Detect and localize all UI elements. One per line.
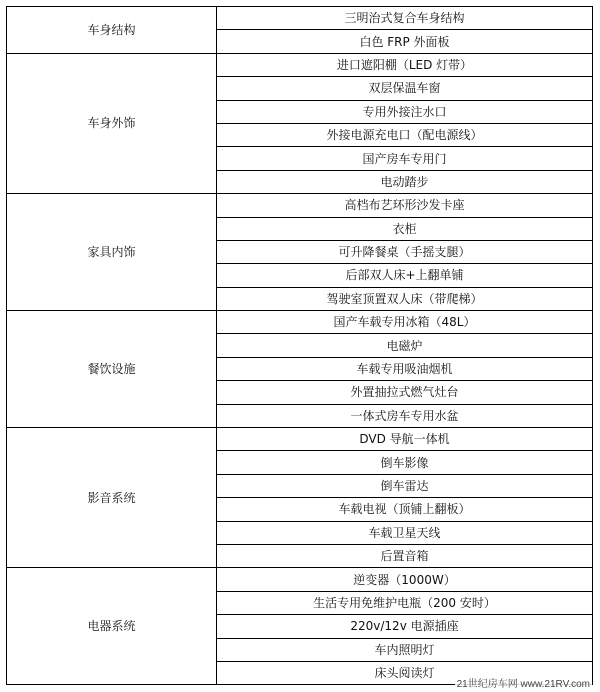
item-cell: 车载卫星天线: [217, 521, 593, 544]
category-cell: 车身结构: [7, 7, 217, 54]
item-cell: 可升降餐桌（手摇支腿）: [217, 240, 593, 263]
item-cell: 电动踏步: [217, 170, 593, 193]
item-cell: 车内照明灯: [217, 638, 593, 661]
category-cell: 电器系统: [7, 568, 217, 685]
item-cell: 生活专用免维护电瓶（200 安时）: [217, 591, 593, 614]
spec-table-body: [7, 7, 593, 685]
item-cell: 国产车载专用冰箱（48L）: [217, 311, 593, 334]
item-cell: 专用外接注水口: [217, 100, 593, 123]
category-cell: 餐饮设施: [7, 311, 217, 428]
item-cell: 外置抽拉式燃气灶台: [217, 381, 593, 404]
table-row: [7, 53, 593, 76]
item-cell: 国产房车专用门: [217, 147, 593, 170]
item-cell: 后置音箱: [217, 544, 593, 567]
item-cell: 一体式房车专用水盆: [217, 404, 593, 427]
table-row: [7, 428, 593, 451]
item-cell: 后部双人床+上翻单铺: [217, 264, 593, 287]
item-cell: 电磁炉: [217, 334, 593, 357]
item-cell: 车载电视（顶铺上翻板）: [217, 498, 593, 521]
item-cell: 床头阅读灯: [217, 661, 593, 684]
spec-table: [6, 6, 593, 685]
item-cell: 进口遮阳棚（LED 灯带）: [217, 53, 593, 76]
item-cell: 白色 FRP 外面板: [217, 30, 593, 53]
table-row: [7, 7, 593, 30]
category-cell: 影音系统: [7, 428, 217, 568]
table-row: [7, 311, 593, 334]
item-cell: 三明治式复合车身结构: [217, 7, 593, 30]
item-cell: 衣柜: [217, 217, 593, 240]
item-cell: 外接电源充电口（配电源线）: [217, 123, 593, 146]
item-cell: 逆变器（1000W）: [217, 568, 593, 591]
table-row: [7, 194, 593, 217]
category-cell: 车身外饰: [7, 53, 217, 193]
table-row: [7, 568, 593, 591]
item-cell: 双层保温车窗: [217, 77, 593, 100]
item-cell: DVD 导航一体机: [217, 428, 593, 451]
item-cell: 倒车雷达: [217, 474, 593, 497]
item-cell: 220v/12v 电源插座: [217, 615, 593, 638]
item-cell: 驾驶室顶置双人床（带爬梯）: [217, 287, 593, 310]
item-cell: 车载专用吸油烟机: [217, 357, 593, 380]
watermark: 21世纪房车网 www.21RV.com: [455, 675, 592, 690]
item-cell: 高档布艺环形沙发卡座: [217, 194, 593, 217]
category-cell: 家具内饰: [7, 194, 217, 311]
item-cell: 倒车影像: [217, 451, 593, 474]
